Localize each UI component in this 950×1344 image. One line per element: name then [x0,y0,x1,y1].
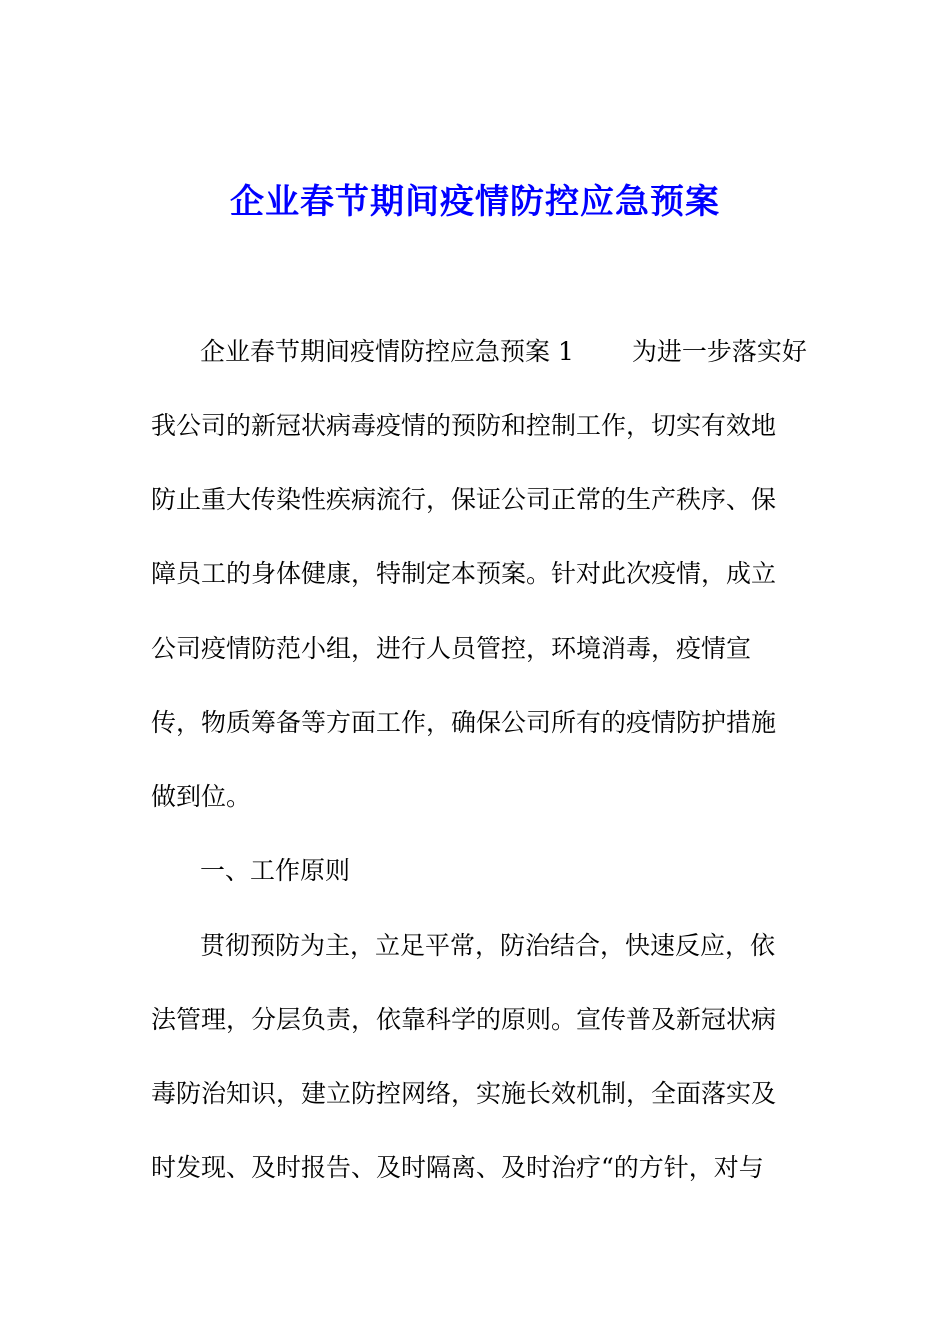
paragraph-line-7: 做到位。 [151,782,252,811]
paragraph-heading-text: 企业春节期间疫情防控应急预案 1 [200,337,574,366]
paragraph-line-2: 我公司的新冠状病毒疫情的预防和控制工作，切实有效地 [151,411,777,440]
paragraph-line-8: 贯彻预防为主，立足平常，防治结合，快速反应，依 [200,931,776,960]
paragraph-line-11: 时发现、及时报告、及时隔离、及时治疗“的方针，对与 [151,1153,764,1182]
paragraph-text: 为进一步落实好 [631,337,807,366]
paragraph-line-10: 毒防治知识，建立防控网络，实施长效机制，全面落实及 [151,1079,777,1108]
paragraph-line-3: 防止重大传染性疾病流行，保证公司正常的生产秩序、保 [151,485,777,514]
paragraph-line-9: 法管理，分层负责，依靠科学的原则。宣传普及新冠状病 [151,1005,777,1034]
paragraph-line-4: 障员工的身体健康，特制定本预案。针对此次疫情，成立 [151,559,777,588]
document-title: 企业春节期间疫情防控应急预案 [230,182,720,222]
section-heading: 一、工作原则 [200,856,351,885]
paragraph-line-6: 传，物质筹备等方面工作，确保公司所有的疫情防护措施 [151,708,777,737]
paragraph-line-1 [200,334,807,370]
paragraph-line-5: 公司疫情防范小组，进行人员管控，环境消毒，疫情宣 [151,634,752,663]
